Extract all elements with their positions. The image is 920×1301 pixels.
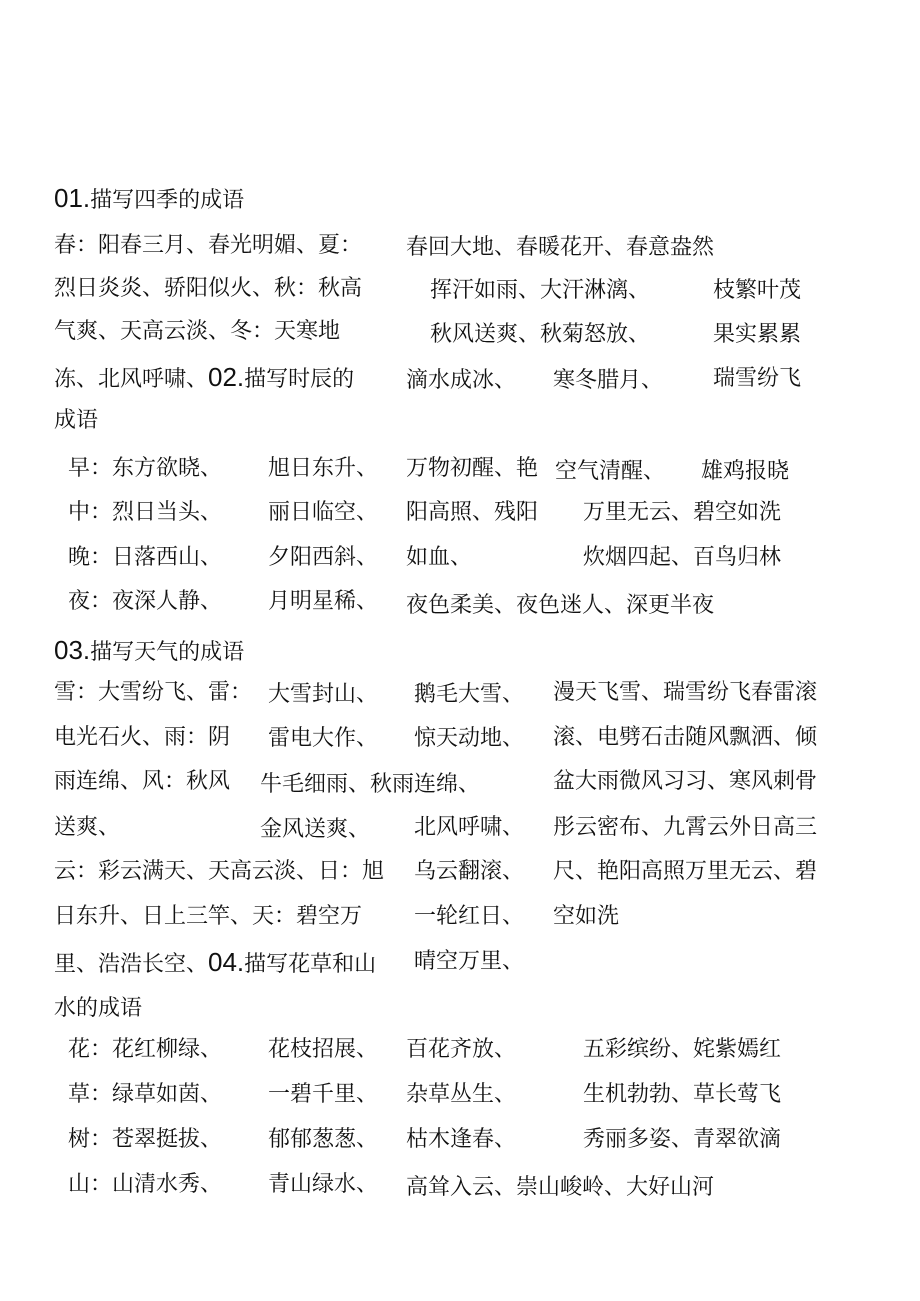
text-line: 夜：夜深人静、 (68, 589, 223, 614)
text-fragment: 冻、北风呼啸、 (54, 367, 209, 392)
text-line: 烈日炎炎、骄阳似火、秋：秋高 (54, 276, 363, 301)
text-line: 滚、电劈石击随风飘洒、倾 (553, 725, 818, 750)
text-line: 生机勃勃、草长莺飞 (583, 1082, 782, 1107)
text-line: 漫天飞雪、瑞雪纷飞春雷滚 (553, 680, 818, 705)
section-title-text: 描写四季的成语 (90, 188, 245, 213)
text-line: 云：彩云满天、天高云淡、日：旭 (54, 859, 385, 884)
text-line: 月明星稀、 (268, 589, 379, 614)
text-line: 夕阳西斜、 (268, 545, 379, 570)
text-line: 大雪封山、 (268, 682, 379, 707)
text-line: 乌云翻滚、 (414, 859, 525, 884)
text-line: 空气清醒、 (555, 459, 666, 484)
text-line: 牛毛细雨、秋雨连绵、 (260, 772, 481, 797)
text-line: 枯木逢春、 (406, 1127, 517, 1152)
text-line: 送爽、 (54, 815, 121, 840)
section-number: 02. (208, 362, 245, 392)
text-line: 春回大地、春暖花开、春意盎然 (406, 235, 715, 260)
text-line: 瑞雪纷飞 (713, 366, 802, 391)
section-title-text: 描写花草和山 (244, 952, 377, 977)
text-line: 炊烟四起、百鸟归林 (583, 545, 782, 570)
text-line: 惊天动地、 (414, 726, 525, 751)
text-line: 滴水成冰、 (406, 368, 517, 393)
text-line: 草：绿草如茵、 (68, 1082, 223, 1107)
text-line: 盆大雨微风习习、寒风刺骨 (553, 769, 818, 794)
text-line: 雪：大雪纷飞、雷： (54, 680, 253, 705)
text-line: 郁郁葱葱、 (268, 1127, 379, 1152)
text-line: 旭日东升、 (268, 456, 379, 481)
section-title-four-seasons (54, 183, 244, 216)
text-line: 雨连绵、风：秋风 (54, 769, 231, 794)
text-line: 晴空万里、 (414, 949, 525, 974)
text-line: 花：花红柳绿、 (68, 1037, 223, 1062)
text-line: 一轮红日、 (414, 904, 525, 929)
text-line: 丽日临空、 (268, 500, 379, 525)
text-line: 夜色柔美、夜色迷人、深更半夜 (406, 593, 715, 618)
text-line: 五彩缤纷、姹紫嫣红 (583, 1037, 782, 1062)
text-fragment: 里、浩浩长空、 (54, 952, 209, 977)
text-line: 花枝招展、 (268, 1037, 379, 1062)
section-number: 04. (208, 947, 245, 977)
section-title-continued: 水的成语 (54, 996, 143, 1021)
section-title-text: 描写时辰的 (244, 367, 355, 392)
text-line: 雄鸡报晓 (701, 459, 790, 484)
text-line: 如血、 (406, 545, 473, 570)
section-title-text: 描写天气的成语 (90, 640, 245, 665)
text-line: 鹅毛大雪、 (414, 682, 525, 707)
text-line: 青山绿水、 (268, 1172, 379, 1197)
text-line: 秋风送爽、秋菊怒放、 (430, 322, 651, 347)
text-line: 日东升、日上三竿、天：碧空万 (54, 904, 363, 929)
text-line: 电光石火、雨：阴 (54, 725, 231, 750)
text-line: 挥汗如雨、大汗淋漓、 (430, 278, 651, 303)
text-line: 气爽、天高云淡、冬：天寒地 (54, 319, 341, 344)
text-line: 果实累累 (713, 322, 802, 347)
text-line: 山：山清水秀、 (68, 1172, 223, 1197)
section-number: 01. (54, 183, 91, 213)
text-line: 高耸入云、崇山峻岭、大好山河 (406, 1175, 715, 1200)
text-line: 阳高照、残阳 (406, 500, 539, 525)
section-title-weather (54, 635, 244, 668)
text-line: 彤云密布、九霄云外日高三 (553, 815, 818, 840)
text-line: 北风呼啸、 (414, 815, 525, 840)
text-line: 万里无云、碧空如洗 (583, 500, 782, 525)
text-line: 雷电大作、 (268, 726, 379, 751)
text-line: 早：东方欲晓、 (68, 456, 223, 481)
text-line: 金风送爽、 (260, 817, 371, 842)
text-line: 一碧千里、 (268, 1082, 379, 1107)
text-line (54, 362, 354, 395)
text-line (54, 947, 376, 980)
section-number: 03. (54, 635, 91, 665)
text-line: 树：苍翠挺拔、 (68, 1127, 223, 1152)
text-line: 万物初醒、艳 (406, 456, 539, 481)
text-line: 百花齐放、 (406, 1037, 517, 1062)
text-line: 春：阳春三月、春光明媚、夏： (54, 233, 363, 258)
text-line: 杂草丛生、 (406, 1082, 517, 1107)
text-line: 寒冬腊月、 (553, 368, 664, 393)
text-line: 空如洗 (553, 904, 620, 929)
text-line: 晚：日落西山、 (68, 545, 223, 570)
text-line: 中：烈日当头、 (68, 500, 223, 525)
text-line: 秀丽多姿、青翠欲滴 (583, 1127, 782, 1152)
section-title-continued: 成语 (54, 408, 99, 433)
text-line: 枝繁叶茂 (713, 278, 802, 303)
text-line: 尺、艳阳高照万里无云、碧 (553, 859, 818, 884)
